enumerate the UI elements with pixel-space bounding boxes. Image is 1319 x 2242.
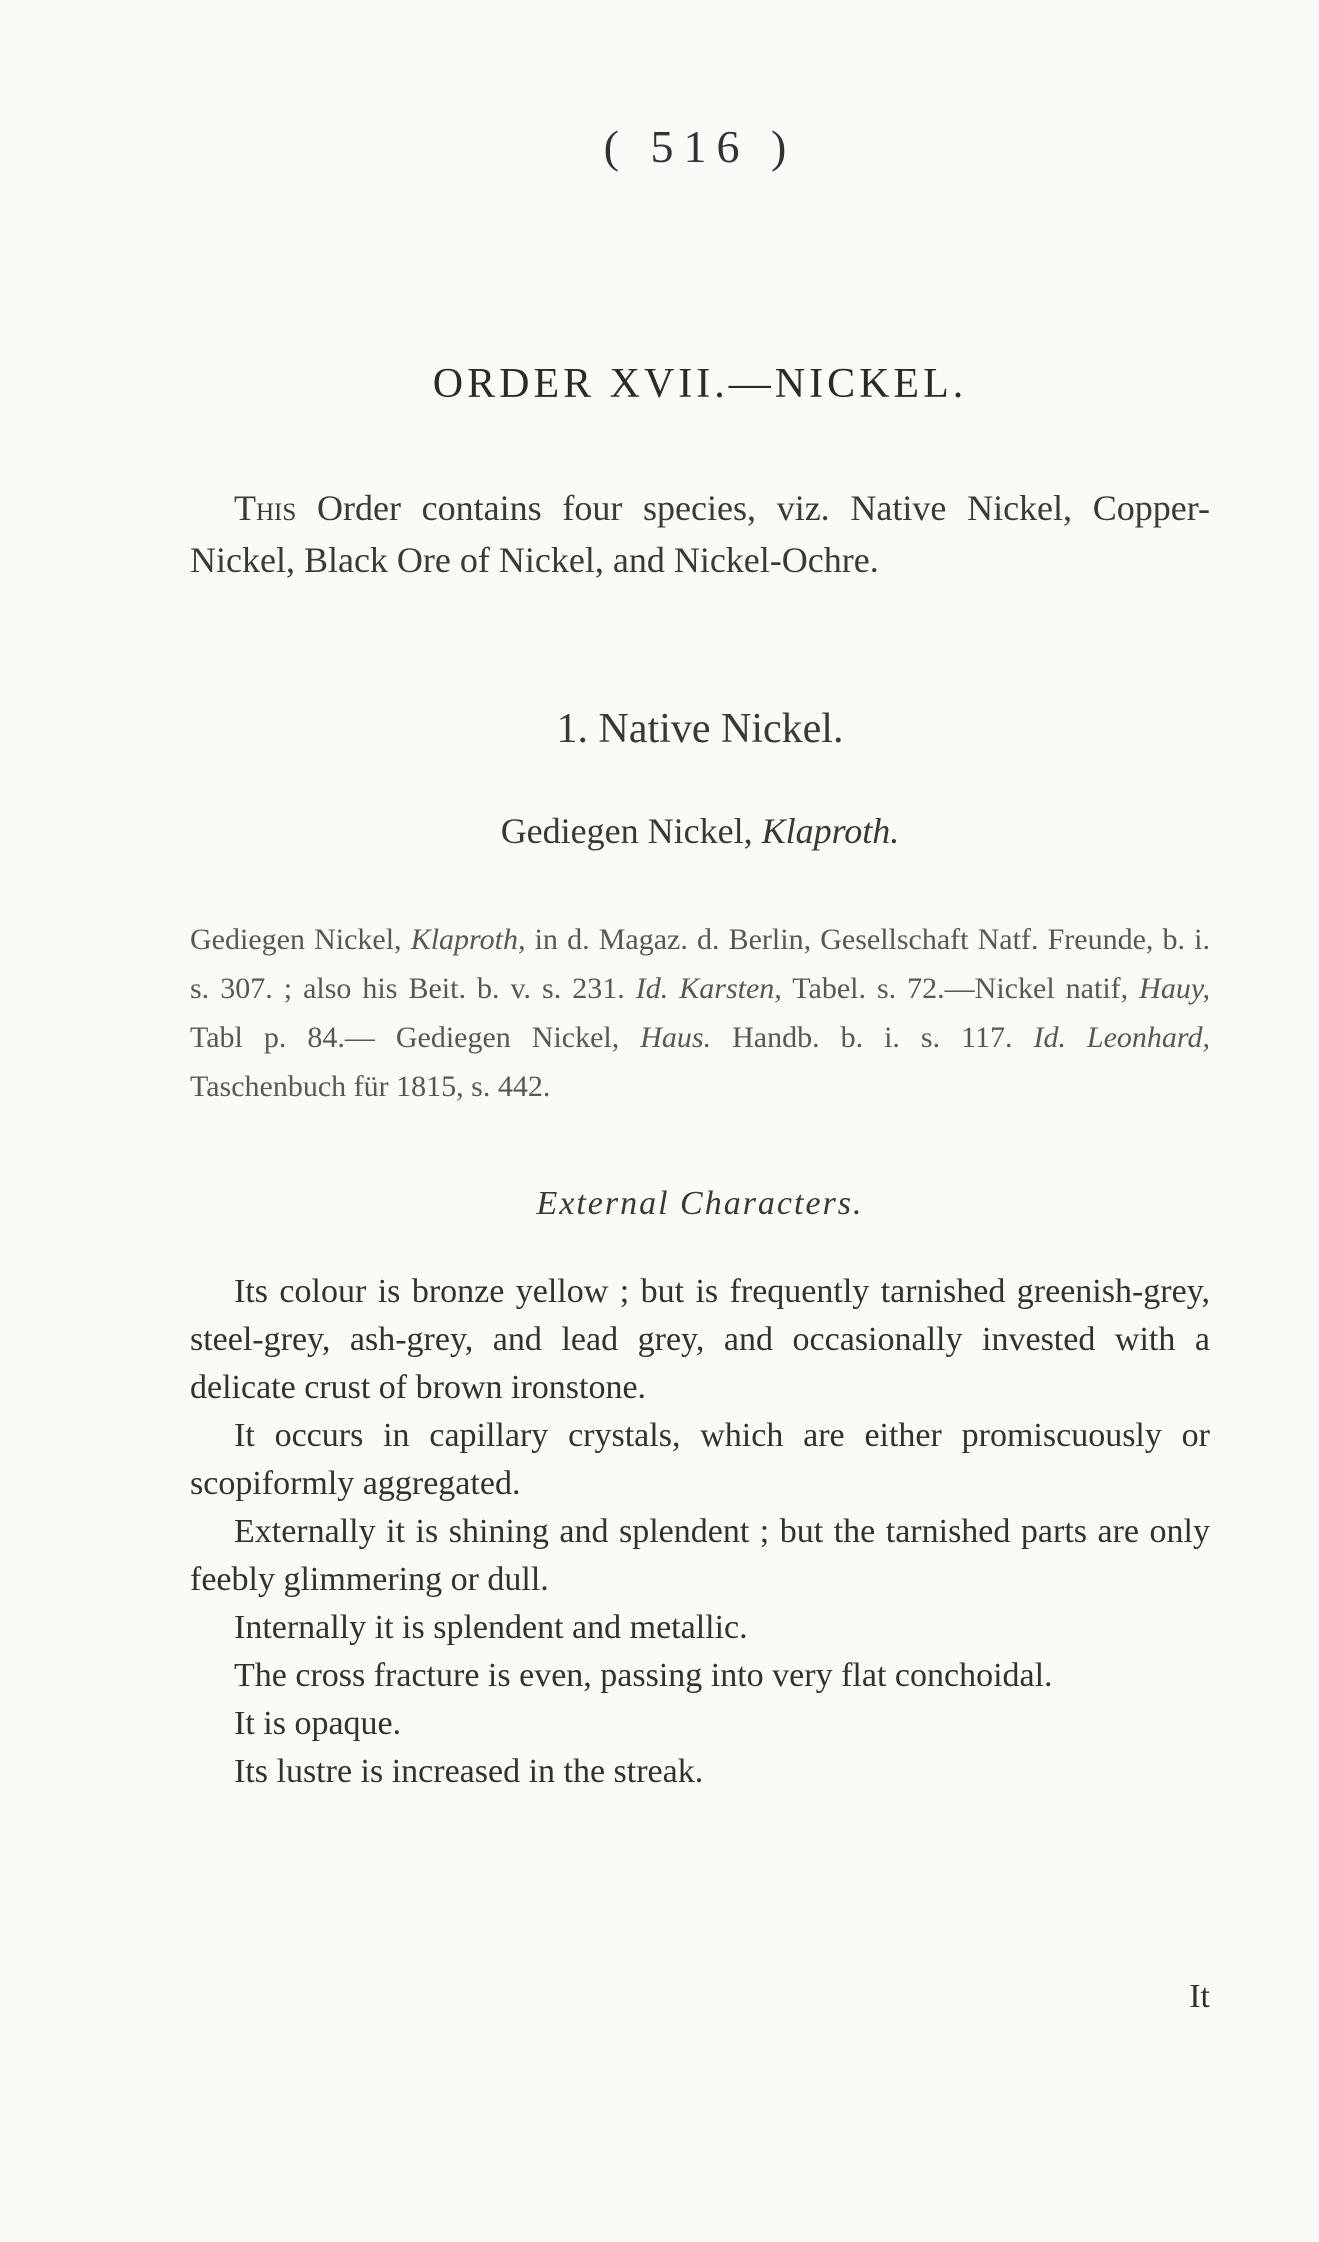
synonym-fragment: in d. Magaz. d. Berlin, Gesellschaft Natf. Freunde, b. i. s. 307. ; also his Beit. b. v. s. 231.: [190, 923, 1210, 1005]
paragraph-streak: Its lustre is increased in the streak.: [234, 1753, 704, 1790]
synonym-fragment: Handb. b. i. s. 117.: [711, 1021, 1034, 1054]
synonym-fragment: Tabl p. 84.— Gediegen Nickel,: [190, 1021, 641, 1054]
paragraph-internal-lustre: Internally it is splendent and metallic.: [234, 1609, 748, 1646]
synonym-fragment: Tabel. s. 72.—Nickel natif,: [781, 972, 1140, 1005]
order-title: ORDER XVII.—NICKEL.: [432, 361, 968, 407]
paragraph-external-lustre: Externally it is shining and splendent ; but the tarnished parts are only feebly glimmering or dull.: [190, 1513, 1210, 1598]
paragraph-fracture: The cross fracture is even, passing into very flat conchoidal.: [234, 1657, 1053, 1694]
intro-lead-word: This: [234, 488, 297, 528]
body-text: [190, 1268, 1210, 1796]
synonym-fragment: Gediegen Nickel,: [190, 923, 411, 956]
catchword: It: [1189, 1978, 1210, 2015]
synonym-fragment-italic: Klaproth,: [410, 923, 526, 956]
synonym-fragment-italic: Haus.: [640, 1021, 712, 1054]
paragraph-crystals: It occurs in capillary crystals, which are either promiscuously or scopiformly aggregated.: [190, 1417, 1210, 1502]
german-name-text: Gediegen Nickel,: [500, 811, 753, 851]
intro-paragraph: [190, 482, 1210, 586]
section-heading: External Characters.: [536, 1185, 864, 1222]
page-number: ( 516 ): [603, 121, 797, 172]
paragraph-colour: Its colour is bronze yellow ; but is frequently tarnished greenish-grey, steel-grey, ash-grey, and lead grey, and occasionally invested with a delicate crust of brown ironstone.: [190, 1273, 1210, 1406]
synonym-fragment-italic: Id. Karsten,: [635, 972, 782, 1005]
synonym-fragment: Taschenbuch für 1815, s. 442.: [190, 1070, 551, 1103]
synonym-fragment-italic: Hauy,: [1139, 972, 1210, 1005]
synonym-fragment-italic: Id. Leonhard,: [1033, 1021, 1210, 1054]
paragraph-transparency: It is opaque.: [234, 1705, 402, 1742]
german-name-author: Klaproth.: [761, 811, 900, 851]
intro-text: Order contains four species, viz. Native Nickel, Copper-Nickel, Black Ore of Nickel, and Nickel-Ochre.: [190, 488, 1210, 580]
synonymy-block: [190, 915, 1210, 1111]
species-title: 1. Native Nickel.: [556, 706, 844, 752]
german-name: [190, 810, 1210, 852]
